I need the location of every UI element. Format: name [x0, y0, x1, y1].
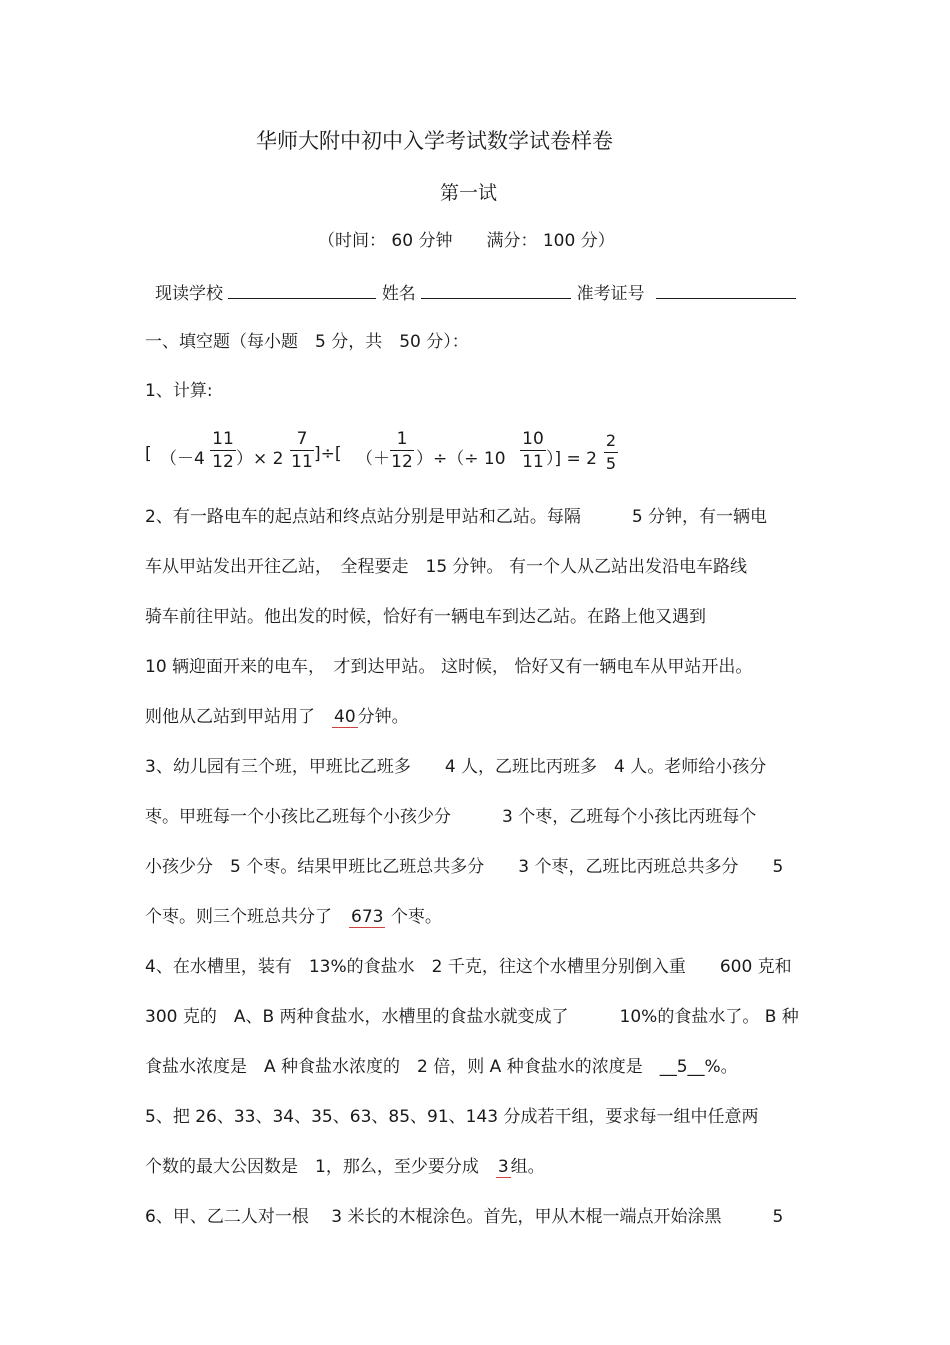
q2-line-5: 则他从乙站到甲站用了 40 分钟。 [145, 707, 409, 727]
q3-line-2: 枣。甲班每一个小孩比乙班每个小孩少分 3 个枣，乙班每个小孩比丙班每个 [145, 807, 757, 827]
id-field[interactable] [656, 282, 796, 299]
name-label: 姓名 [381, 284, 416, 304]
q1-div10: ）÷（÷ 10 [416, 449, 506, 469]
q1-fraction-2: 7 11 [291, 429, 313, 472]
q6-line-1: 6、甲、乙二人对一根 3 米长的木棍涂色。首先，甲从木棍一端点开始涂黑 5 [145, 1207, 784, 1227]
q1-div-open: ]÷[ [314, 444, 342, 464]
student-info-row [155, 282, 796, 305]
q2-line-2: 车从甲站发出开往乙站， 全程要走 15 分钟。 有一个人从乙站出发沿电车路线 [145, 557, 747, 577]
q2-line-3: 骑车前往甲站。他出发的时候，恰好有一辆电车到达乙站。在路上他又遇到 [145, 607, 706, 627]
q1-fraction-1: 11 12 [210, 429, 236, 472]
q1-fraction-5: 2 5 [605, 431, 617, 473]
exam-title: 华师大附中初中入学考试数学试卷样卷 [256, 129, 613, 153]
q4-line-3: 食盐水浓度是 A 种食盐水浓度的 2 倍，则 A 种食盐水的浓度是 __5__%。 [145, 1057, 738, 1077]
q4-answer: __5__ [659, 1057, 705, 1077]
q1-bracket-open: [ [145, 444, 152, 464]
school-label: 现读学校 [155, 284, 223, 304]
q5-answer: 3 [497, 1157, 509, 1177]
q1-paren2: （＋ [356, 449, 390, 469]
q1-fraction-4: 10 11 [520, 429, 546, 472]
time-info: （时间： 60 分钟 满分： 100 分） [318, 231, 615, 251]
q4-line-1: 4、在水槽里，装有 13%的食盐水 2 千克，往这个水槽里分别倒入重 600 克和 [145, 957, 792, 977]
q3-line-4: 个枣。则三个班总共分了 673 个枣。 [145, 907, 442, 927]
q2-line-1: 2、有一路电车的起点站和终点站分别是甲站和乙站。每隔 5 分钟，有一辆电 [145, 507, 768, 527]
q5-line-1: 5、把 26、33、34、35、63、85、91、143 分成若干组，要求每一组中任意两 [145, 1107, 759, 1127]
q5-line-2: 个数的最大公因数是 1，那么，至少要分成 3 组。 [145, 1157, 545, 1177]
q2-line-4: 10 辆迎面开来的电车， 才到达甲站。 这时候， 恰好又有一辆电车从甲站开出。 [145, 657, 753, 677]
q1-times2: ）× 2 [236, 449, 284, 469]
id-label: 准考证号 [576, 284, 645, 304]
q3-line-1: 3、幼儿园有三个班，甲班比乙班多 4 人，乙班比丙班多 4 人。老师给小孩分 [145, 757, 767, 777]
q1-label: 1、计算: [145, 381, 213, 401]
q3-answer: 673 [351, 907, 384, 927]
q1-fraction-3: 1 12 [391, 429, 413, 472]
q2-answer: 40 [334, 707, 356, 727]
q3-line-3: 小孩少分 5 个枣。结果甲班比乙班总共多分 3 个枣，乙班比丙班总共多分 5 [145, 857, 784, 877]
exam-subtitle: 第一试 [440, 182, 498, 204]
section-heading: 一、填空题（每小题 5 分，共 50 分）： [145, 332, 469, 352]
name-field[interactable] [421, 282, 571, 299]
q1-close-eq: ）] = 2 [546, 449, 597, 469]
school-field[interactable] [228, 282, 376, 299]
q1-paren1: （－4 [160, 449, 205, 469]
q4-line-2: 300 克的 A、B 两种食盐水，水槽里的食盐水就变成了 10%的食盐水了。 B 种 [145, 1007, 799, 1027]
